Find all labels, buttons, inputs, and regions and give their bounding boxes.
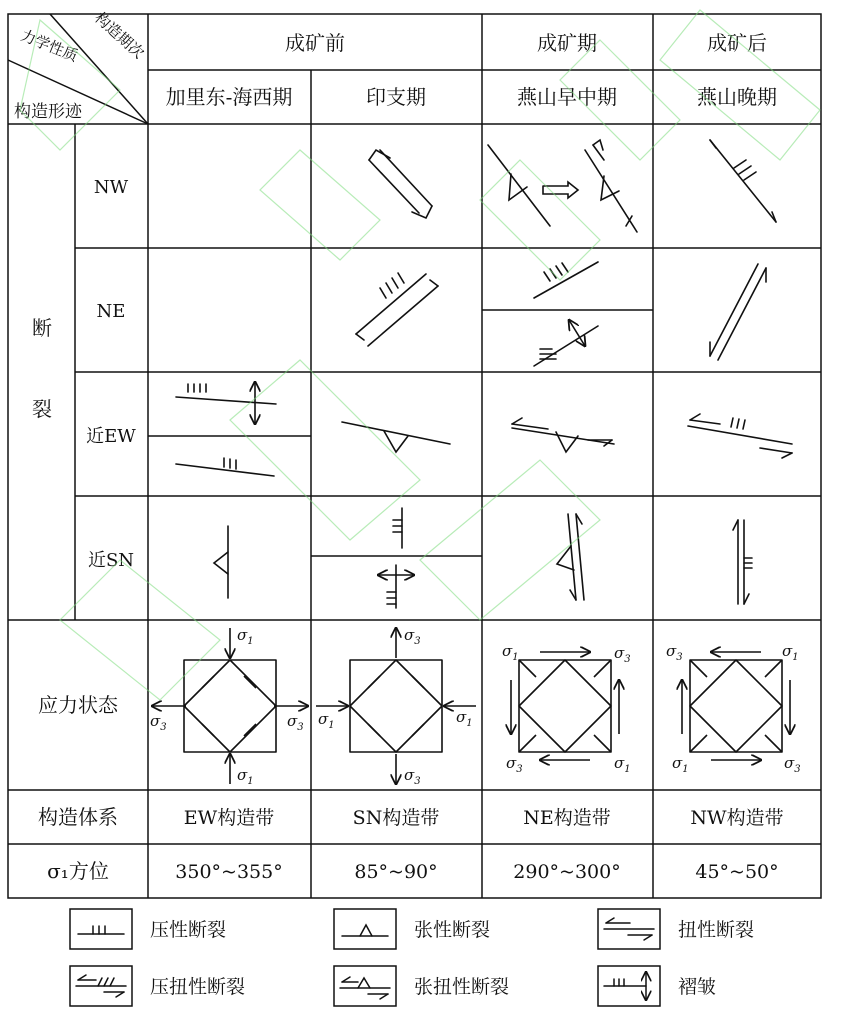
sn-yinzhi-fold-symbol [378,565,414,608]
stress-diagram-ew [152,628,308,784]
compresso-shear-fault-icon [76,975,126,997]
fold-icon [604,972,646,1000]
row-label-near-sn: 近SN [87,550,135,571]
nw-sigma1-tr: $\sigma_1$ [782,642,799,663]
stress-diagram-ne [511,652,619,760]
header-period-1: 加里东-海西期 [165,85,293,109]
sn-yanshan-late-compresso-shear-symbol [733,520,752,604]
legend-label-torsional: 扭性断裂 [678,919,755,941]
nw-yinzhi-shear-symbol [369,150,432,218]
header-period-4: 燕山晚期 [697,85,777,109]
ew-yanshan-late-compresso-shear-symbol [688,414,792,458]
sn-sigma3-bottom: $\sigma_3$ [404,766,421,787]
legend-label-tensile: 张性断裂 [414,919,491,941]
system-ew: EW构造带 [183,807,275,829]
sigma-row [175,861,778,883]
tenso-shear-fault-icon [340,977,390,999]
ew-caledonian-compressive-symbol [176,458,274,476]
sigma-value-2: 85°~90° [354,861,438,883]
fault-label-char-1: 断 [32,316,52,340]
ew-sigma3-left: $\sigma_3$ [150,712,167,733]
ne-yinzhi-compresso-shear-symbol [356,273,438,346]
legend-box-tensile [334,909,396,949]
header-ore-period: 成矿期 [537,31,597,55]
sn-sigma1-right: $\sigma_1$ [456,708,473,729]
ne-sigma3-bl: $\sigma_3$ [506,754,523,775]
fault-label-char-2: 裂 [32,397,52,421]
corner-label-structure: 构造形迹 [14,102,82,122]
nw-yanshan-late-compresso-shear-symbol [710,140,776,222]
ne-sigma1-br: $\sigma_1$ [614,754,631,775]
ne-yanshan-late-shear-symbol [710,264,766,360]
row-label-ne: NE [96,301,126,322]
legend-label-fold: 褶皱 [678,976,717,998]
sn-caledonian-tensile-symbol [214,526,228,598]
legend-label-compresso-shear: 压扭性断裂 [150,976,246,998]
stress-diagram-sn [316,628,476,784]
corner-label-mechanics: 力学性质 [18,26,81,66]
ew-sigma3-right: $\sigma_3$ [287,712,304,733]
system-sn: SN构造带 [352,807,440,829]
row-label-near-ew: 近EW [86,426,136,447]
row-label-nw: NW [93,177,129,198]
ew-caledonian-compressive-fold-symbol [176,382,276,424]
fault-symbols [176,140,792,608]
sn-yinzhi-compressive-symbol [393,508,402,548]
sn-sigma1-left: $\sigma_1$ [318,710,335,731]
ne-sigma3-tr: $\sigma_3$ [614,644,631,665]
system-ne: NE构造带 [523,807,611,829]
row-label-stress: 应力状态 [38,693,118,717]
header-period-3: 燕山早中期 [517,85,617,109]
header-period-2: 印支期 [366,85,426,109]
nw-sigma1-bl: $\sigma_1$ [672,754,689,775]
ew-sigma1-bottom: $\sigma_1$ [237,766,254,787]
legend-box-compressive [70,909,132,949]
row-labels [32,177,136,883]
header-before-ore: 成矿前 [285,31,345,55]
sigma-value-1: 350°~355° [175,861,283,883]
nw-sigma3-tl: $\sigma_3$ [666,642,683,663]
legend-label-compressive: 压性断裂 [150,919,227,941]
ne-sigma1-tl: $\sigma_1$ [502,642,519,663]
system-nw: NW构造带 [690,807,784,829]
row-label-system: 构造体系 [38,805,118,829]
legend-box-tenso-shear [334,966,396,1006]
ne-yanshan-early-compressive-symbol [534,262,598,298]
tensile-fault-icon [342,925,388,936]
ne-yanshan-early-fold-symbol [534,320,598,366]
ew-yanshan-early-tenso-shear-symbol [512,418,614,452]
legend [70,909,754,1006]
nw-yanshan-early-tensile-symbol [488,140,637,232]
ew-yinzhi-tensile-symbol [342,422,450,452]
compressive-fault-icon [78,926,124,934]
corner-label-period: 构造期次 [91,8,148,63]
header-after-ore: 成矿后 [707,31,767,55]
stress-diagram-nw [682,652,790,760]
row-label-sigma: σ₁方位 [47,859,109,883]
table-grid [8,14,821,898]
torsional-fault-icon [604,918,654,940]
sigma-value-4: 45°~50° [695,861,779,883]
sn-sigma3-top: $\sigma_3$ [404,626,421,647]
legend-label-tenso-shear: 张扭性断裂 [414,976,510,998]
sigma-value-3: 290°~300° [513,861,621,883]
ew-sigma1-top: $\sigma_1$ [237,626,254,647]
table-header [14,9,777,122]
system-row [184,807,784,829]
stress-diagrams [152,628,790,784]
nw-sigma3-br: $\sigma_3$ [784,754,801,775]
sn-yanshan-early-tenso-shear-symbol [557,514,584,600]
